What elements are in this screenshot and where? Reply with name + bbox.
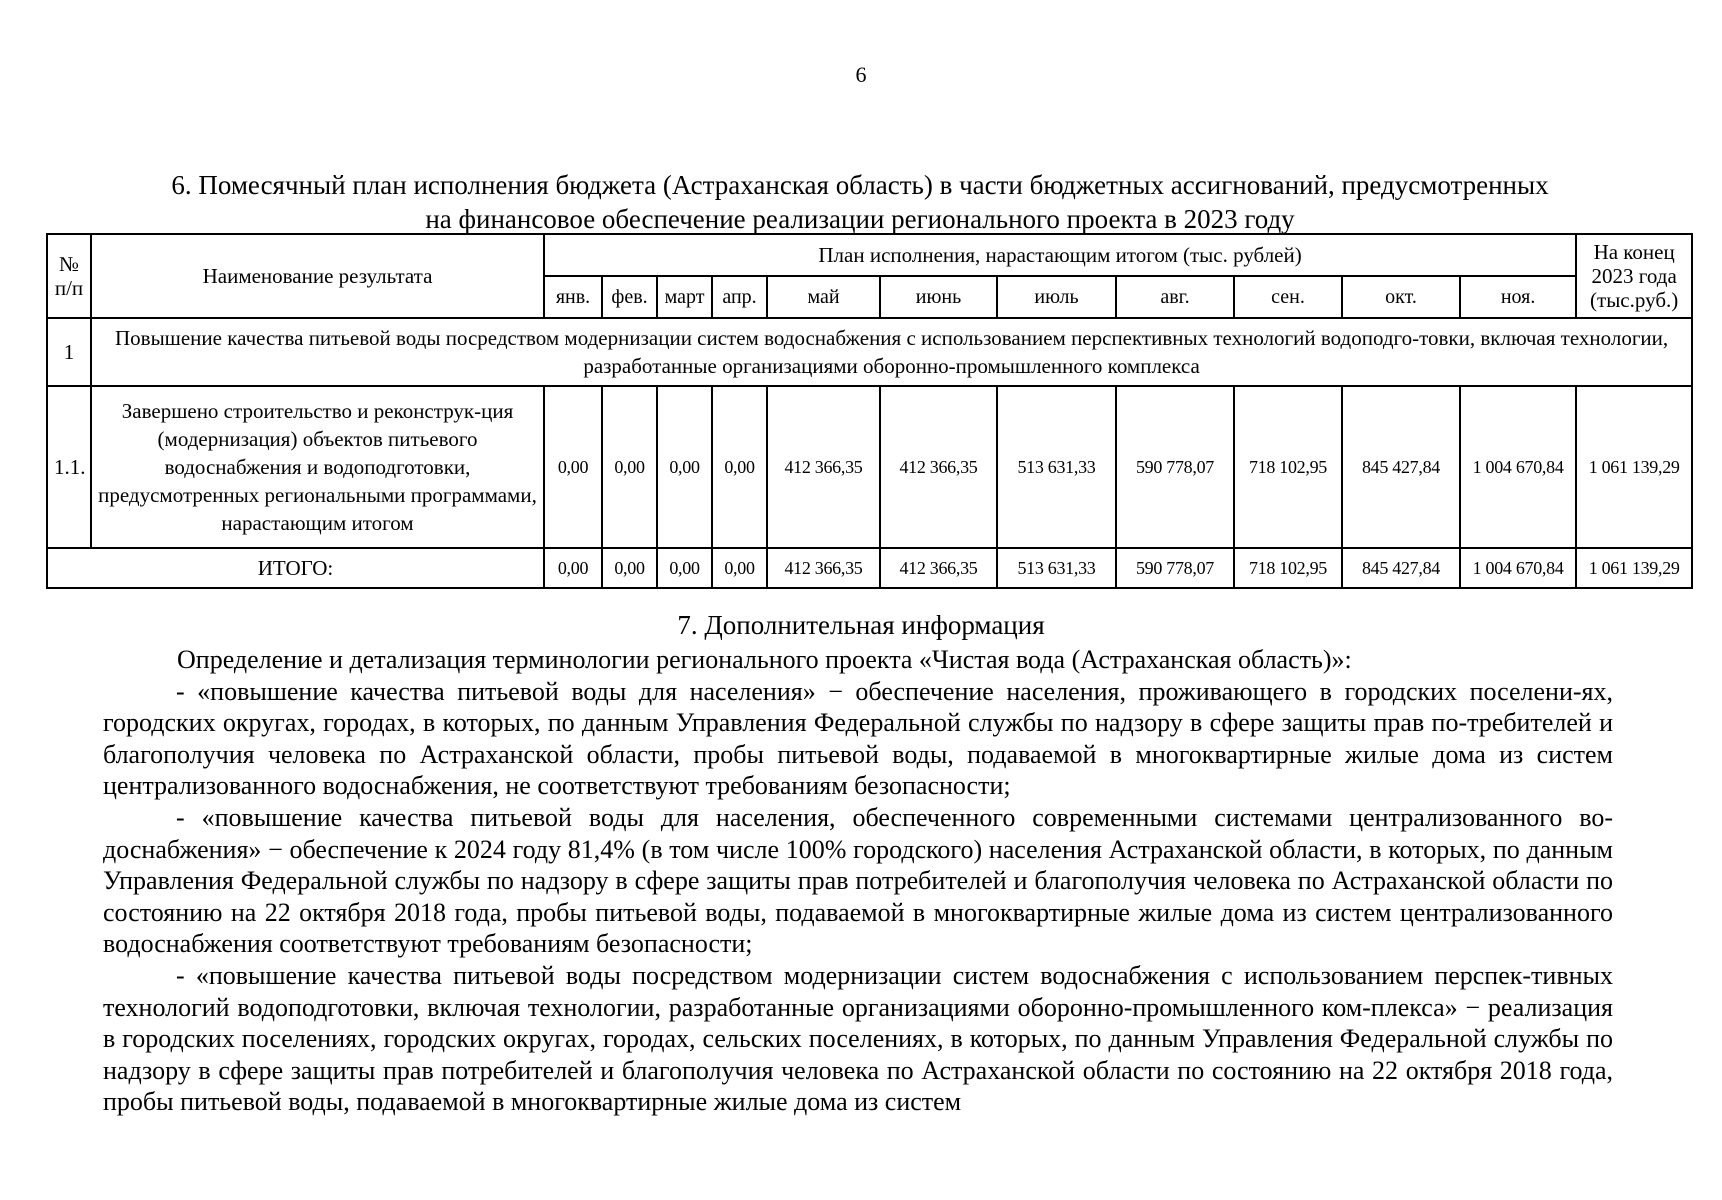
month-header: фев.: [602, 276, 657, 318]
result-value-cell: 0,00: [544, 386, 602, 548]
result-value-cell: 590 778,07: [1116, 386, 1234, 548]
table-result-row: [47, 386, 1692, 548]
month-header: апр.: [712, 276, 767, 318]
result-value-cell: 718 102,95: [1234, 386, 1342, 548]
table-header-row: [47, 234, 1692, 276]
total-value-cell: 0,00: [544, 548, 602, 588]
month-header: авг.: [1116, 276, 1234, 318]
result-value-cell: 845 427,84: [1342, 386, 1460, 548]
section-6-title-line-2: на финансовое обеспечение реализации регионального проекта в 2023 году: [425, 204, 1295, 234]
section-7-intro: Определение и детализация терминологии регионального проекта «Чистая вода (Астраханская область)»:: [177, 645, 1352, 674]
result-year-end-cell: 1 061 139,29: [1576, 386, 1692, 548]
section-row-num: 1: [47, 318, 91, 386]
definition-paragraph: - «повышение качества питьевой воды для населения, обеспеченного современными системами централизованного во-доснабжения» − обеспечение к 2024 году 81,4% (в том числе 100% городского) населения Астраханской области, в которых, по данным Управления Федеральной службы по надзору в сфере защиты прав потребителей и благополучия человека по Астраханской области по состоянию на 22 октября 2018 года, пробы питьевой воды, подаваемой в многоквартирные жилые дома из систем централизованного водоснабжения соответствуют требованиям безопасности;: [103, 802, 1613, 959]
section-6-title-line-1: 6. Помесячный план исполнения бюджета (Астраханская область) в части бюджетных ассигнований, предусмотренных: [171, 170, 1549, 200]
month-header: ноя.: [1460, 276, 1576, 318]
total-value-cell: 1 004 670,84: [1460, 548, 1576, 588]
page-number: 6: [855, 62, 867, 87]
definition-paragraph: - «повышение качества питьевой воды посредством модернизации систем водоснабжения с использованием перспек-тивных технологий водоподготовки, включая технологии, разработанные организациями оборонно-промышленного ком-плекса» − реализация в городских поселениях, городских округах, городах, сельских поселениях, в которых, по данным Управления Федеральной службы по надзору в сфере защиты прав потребителей и благополучия человека по Астраханской области по состоянию на 22 октября 2018 года, пробы питьевой воды, подаваемой в многоквартирные жилые дома из систем: [103, 960, 1613, 1117]
header-end-of-year: На конец 2023 года (тыс.руб.): [1576, 234, 1692, 318]
budget-plan-table: [46, 233, 1693, 589]
header-num: № п/п: [47, 234, 91, 318]
table-total-row: [47, 548, 1692, 588]
total-value-cell: 0,00: [602, 548, 657, 588]
total-label: ИТОГО:: [47, 548, 544, 588]
month-header: март: [657, 276, 712, 318]
table-section-row: [47, 318, 1692, 386]
section-6-title: [100, 168, 1620, 236]
total-value-cell: 718 102,95: [1234, 548, 1342, 588]
definition-paragraph: - «повышение качества питьевой воды для населения» − обеспечение населения, проживающего в городских поселени-ях, городских округах, городах, в которых, по данным Управления Федеральной службы по надзору в сфере защиты прав по-требителей и благополучия человека по Астраханской области, пробы питьевой воды, подаваемой в многоквартирные жилые дома из систем централизованного водоснабжения, не соответствуют требованиям безопасности;: [103, 676, 1613, 801]
header-result-name: Наименование результата: [91, 234, 544, 318]
header-plan: План исполнения, нарастающим итогом (тыс. рублей): [544, 234, 1576, 276]
total-value-cell: 412 366,35: [767, 548, 880, 588]
month-header: сен.: [1234, 276, 1342, 318]
result-value-cell: 1 004 670,84: [1460, 386, 1576, 548]
total-value-cell: 513 631,33: [997, 548, 1116, 588]
month-header: янв.: [544, 276, 602, 318]
month-header: июнь: [880, 276, 997, 318]
result-value-cell: 0,00: [657, 386, 712, 548]
month-header: окт.: [1342, 276, 1460, 318]
result-value-cell: 0,00: [602, 386, 657, 548]
result-value-cell: 0,00: [712, 386, 767, 548]
month-header: май: [767, 276, 880, 318]
section-row-title: Повышение качества питьевой воды посредством модернизации систем водоснабжения с использованием перспективных технологий водоподго-товки, включая технологии, разработанные организациями оборонно-промышленного комплекса: [91, 318, 1692, 386]
total-value-cell: 412 366,35: [880, 548, 997, 588]
total-value-cell: 0,00: [657, 548, 712, 588]
total-value-cell: 590 778,07: [1116, 548, 1234, 588]
result-value-cell: 513 631,33: [997, 386, 1116, 548]
result-value-cell: 412 366,35: [767, 386, 880, 548]
total-year-end-cell: 1 061 139,29: [1576, 548, 1692, 588]
result-row-name: Завершено строительство и реконструк-ция (модернизация) объектов питьевого водоснабжения и водоподготовки, предусмотренных региональными программами, нарастающим итогом: [91, 386, 544, 548]
result-value-cell: 412 366,35: [880, 386, 997, 548]
total-value-cell: 845 427,84: [1342, 548, 1460, 588]
total-value-cell: 0,00: [712, 548, 767, 588]
result-row-num: 1.1.: [47, 386, 91, 548]
month-header: июль: [997, 276, 1116, 318]
section-7-title: 7. Дополнительная информация: [677, 610, 1045, 640]
section-7-body: [103, 644, 1613, 1118]
